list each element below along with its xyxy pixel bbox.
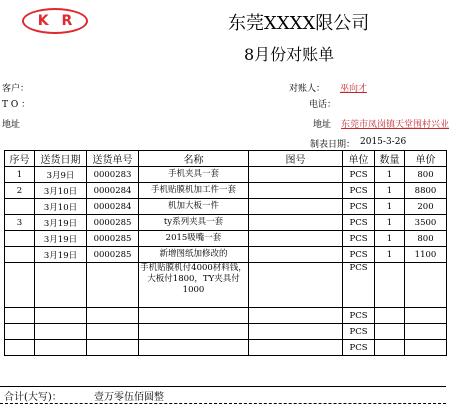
delivery-date: 3月19日 <box>35 231 87 247</box>
unit-price: 800 <box>405 231 447 247</box>
address2-label: 地址 <box>313 120 332 130</box>
delivery-order-no <box>87 308 139 324</box>
drawing-no <box>249 263 343 308</box>
quantity: 1 <box>375 231 405 247</box>
table-header-row <box>5 151 447 167</box>
row-number <box>5 263 35 308</box>
logo-text: K R <box>37 13 77 29</box>
table-row <box>5 324 447 340</box>
drawing-no <box>249 324 343 340</box>
delivery-order-no <box>87 263 139 308</box>
item-name <box>139 340 249 356</box>
delivery-date: 3月10日 <box>35 199 87 215</box>
address2-value: 东莞市凤岗镇天堂围村兴业 <box>341 120 450 130</box>
delivery-order-no <box>87 324 139 340</box>
unit: PCS <box>343 340 375 356</box>
total-top-line <box>0 386 446 387</box>
item-name: 手机贴膜机加工件一套 <box>139 183 249 199</box>
col-header: 序号 <box>5 151 35 167</box>
drawing-no <box>249 215 343 231</box>
quantity: 1 <box>375 215 405 231</box>
unit: PCS <box>343 308 375 324</box>
quantity <box>375 308 405 324</box>
unit-price: 3500 <box>405 215 447 231</box>
delivery-date <box>35 324 87 340</box>
delivery-order-no: 0000285 <box>87 215 139 231</box>
col-header: 送货日期 <box>35 151 87 167</box>
row-number <box>5 199 35 215</box>
item-name <box>139 324 249 340</box>
drawing-no <box>249 183 343 199</box>
unit: PCS <box>343 215 375 231</box>
unit: PCS <box>343 324 375 340</box>
col-header: 图号 <box>249 151 343 167</box>
delivery-date <box>35 340 87 356</box>
delivery-order-no: 0000285 <box>87 231 139 247</box>
drawing-no <box>249 199 343 215</box>
item-name: 手机贴膜机付4000材料钱，大板付1800，TY夹具付1000 <box>139 263 249 308</box>
table-row <box>5 215 447 231</box>
drawing-no <box>249 308 343 324</box>
address-label: 地址 <box>2 120 21 130</box>
statement-title: 8月份对账单 <box>244 45 335 64</box>
delivery-date <box>35 263 87 308</box>
delivery-order-no: 0000283 <box>87 167 139 183</box>
table-row <box>5 263 447 308</box>
unit: PCS <box>343 247 375 263</box>
company-logo <box>22 8 88 34</box>
delivery-order-no <box>87 340 139 356</box>
unit-price <box>405 324 447 340</box>
col-header: 单价 <box>405 151 447 167</box>
row-number <box>5 231 35 247</box>
table-row <box>5 183 447 199</box>
unit: PCS <box>343 199 375 215</box>
unit: PCS <box>343 263 375 308</box>
item-name: 2015吸嘴一套 <box>139 231 249 247</box>
delivery-date: 3月9日 <box>35 167 87 183</box>
unit: PCS <box>343 231 375 247</box>
total-label: 合计(大写)： <box>4 392 62 403</box>
to-label: T O ： <box>2 100 31 110</box>
delivery-date <box>35 308 87 324</box>
reconciler-value: 巫向才 <box>340 84 368 94</box>
drawing-no <box>249 167 343 183</box>
item-name: 手机夹具一套 <box>139 167 249 183</box>
col-header: 单位 <box>343 151 375 167</box>
delivery-date: 3月19日 <box>35 247 87 263</box>
drawing-no <box>249 247 343 263</box>
item-name: 新增图纸加修改的 <box>139 247 249 263</box>
table-row <box>5 247 447 263</box>
date-label: 制表日期： <box>310 140 356 150</box>
unit-price: 1100 <box>405 247 447 263</box>
row-number: 3 <box>5 215 35 231</box>
row-number <box>5 340 35 356</box>
date-value: 2015-3-26 <box>360 137 407 147</box>
col-header: 数量 <box>375 151 405 167</box>
delivery-order-no: 0000284 <box>87 183 139 199</box>
item-name: 机加大板一件 <box>139 199 249 215</box>
item-name <box>139 308 249 324</box>
row-number: 1 <box>5 167 35 183</box>
statement-table <box>4 150 447 356</box>
item-name: ty系列夹具一套 <box>139 215 249 231</box>
unit-price <box>405 308 447 324</box>
company-name: 东莞XXXX限公司 <box>228 13 370 34</box>
table-row <box>5 231 447 247</box>
unit-price: 8800 <box>405 183 447 199</box>
customer-label: 客户： <box>2 84 30 94</box>
unit-price: 200 <box>405 199 447 215</box>
quantity <box>375 324 405 340</box>
quantity: 1 <box>375 167 405 183</box>
row-number <box>5 324 35 340</box>
drawing-no <box>249 231 343 247</box>
table-row <box>5 308 447 324</box>
quantity: 1 <box>375 199 405 215</box>
drawing-no <box>249 340 343 356</box>
row-number <box>5 308 35 324</box>
delivery-date: 3月19日 <box>35 215 87 231</box>
delivery-order-no: 0000285 <box>87 247 139 263</box>
phone-label: 电话： <box>309 100 337 110</box>
delivery-order-no: 0000284 <box>87 199 139 215</box>
table-row <box>5 340 447 356</box>
quantity: 1 <box>375 183 405 199</box>
table-row <box>5 199 447 215</box>
unit: PCS <box>343 167 375 183</box>
reconciler-label: 对账人： <box>289 84 326 94</box>
quantity <box>375 263 405 308</box>
unit: PCS <box>343 183 375 199</box>
row-number <box>5 247 35 263</box>
table-row <box>5 167 447 183</box>
dashed-separator <box>0 403 446 404</box>
unit-price <box>405 340 447 356</box>
quantity: 1 <box>375 247 405 263</box>
unit-price <box>405 263 447 308</box>
delivery-date: 3月10日 <box>35 183 87 199</box>
row-number: 2 <box>5 183 35 199</box>
col-header: 送货单号 <box>87 151 139 167</box>
col-header: 名称 <box>139 151 249 167</box>
quantity <box>375 340 405 356</box>
unit-price: 800 <box>405 167 447 183</box>
total-value: 壹万零伍佰圆整 <box>94 392 164 403</box>
